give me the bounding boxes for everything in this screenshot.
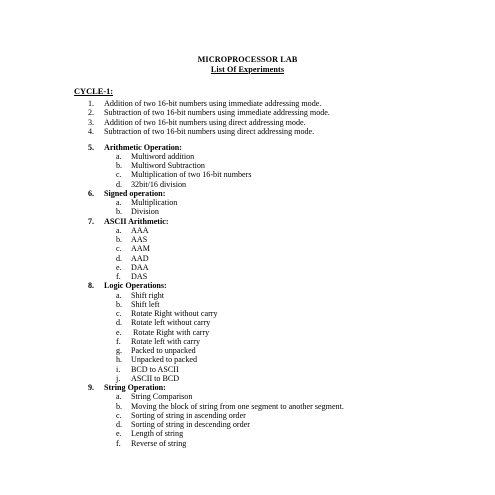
sub-item-text: DAS (131, 272, 148, 281)
document-subtitle: List Of Experiments (210, 64, 285, 74)
sub-item-text: AAM (131, 244, 150, 254)
sub-item-text: AAA (131, 225, 149, 235)
sub-item-label: f. (116, 272, 121, 281)
sub-item-label: b. (116, 299, 123, 309)
item-text: Addition of two 16-bit numbers using direct addressing mode. (104, 117, 306, 127)
sub-item-text: String Comparison (131, 392, 193, 402)
section-number: 7. (88, 216, 95, 226)
sub-item-text: Sorting of string in descending order (131, 420, 250, 429)
sub-item-text: DAA (131, 262, 149, 272)
sub-item-text: Rotate left without carry (131, 318, 211, 328)
section-title: ASCII Arithmetic: (104, 216, 169, 226)
section-title: Logic Operations: (104, 281, 167, 291)
sub-item-label: b. (116, 235, 123, 244)
sub-item-label: d. (116, 179, 123, 189)
sub-item-label: c. (116, 170, 122, 180)
section-title: Signed operation: (104, 188, 166, 198)
sub-item-label: a. (116, 198, 122, 207)
sub-item-label: c. (116, 244, 122, 254)
item-text: Addition of two 16-bit numbers using immediate addressing mode. (104, 99, 322, 108)
sub-item-label: f. (116, 438, 121, 448)
sub-item-text: Unpacked to packed (131, 355, 198, 365)
sub-item-label: a. (116, 290, 122, 300)
sub-item-label: g. (116, 346, 123, 355)
sub-item-text: Rotate Right without carry (131, 309, 218, 318)
section-title: Arithmetic Operation: (104, 142, 182, 152)
item-number: 3. (88, 117, 95, 127)
item-text: Subtraction of two 16-bit numbers using direct addressing mode. (104, 126, 315, 136)
sub-item-label: e. (116, 327, 122, 337)
sub-item-label: c. (116, 410, 122, 420)
sub-item-text: AAD (131, 253, 149, 263)
sub-item-text: Multiplication (131, 198, 178, 207)
sub-item-label: d. (116, 420, 123, 429)
sub-item-text: ASCII to BCD (131, 373, 180, 383)
sub-item-text: Multiword addition (131, 151, 195, 161)
sub-item-label: j. (116, 373, 121, 383)
sub-item-text: AAS (131, 235, 148, 244)
sub-item-text: Moving the block of string from one segment to another segment. (131, 401, 344, 411)
item-number: 2. (88, 108, 95, 118)
sub-item-text: Length of string (131, 429, 184, 439)
sub-item-label: i. (116, 364, 121, 374)
sub-item-label: b. (116, 161, 123, 170)
section-number: 6. (88, 188, 95, 198)
sub-item-label: f. (116, 336, 121, 346)
sub-item-text: Multiword Subtraction (131, 161, 205, 170)
sub-item-text: Reverse of string (131, 438, 187, 448)
section-number: 5. (88, 142, 95, 152)
item-number: 4. (88, 126, 95, 136)
item-number: 1. (88, 99, 95, 108)
sub-item-text: Shift left (131, 299, 160, 309)
sub-item-text: Division (131, 207, 159, 217)
section-number: 9. (88, 383, 95, 392)
sub-item-text: Sorting of string in ascending order (131, 410, 246, 420)
sub-item-label: c. (116, 309, 122, 318)
section-title: String Operation: (104, 383, 166, 392)
sub-item-text: Packed to unpacked (131, 346, 196, 355)
sub-item-label: b. (116, 207, 123, 217)
sub-item-text: Rotate left with carry (131, 336, 200, 346)
section-number: 8. (88, 281, 95, 291)
sub-item-label: a. (116, 151, 122, 161)
item-text: Subtraction of two 16-bit numbers using immediate addressing mode. (104, 108, 330, 118)
document-title: MICROPROCESSOR LAB (197, 55, 298, 64)
sub-item-label: e. (116, 262, 122, 272)
sub-item-label: b. (116, 401, 123, 411)
sub-item-label: e. (116, 429, 122, 439)
sub-item-label: a. (116, 225, 122, 235)
sub-item-label: a. (116, 392, 122, 402)
sub-item-text: Shift right (131, 290, 165, 300)
sub-item-text: 32bit/16 division (131, 179, 187, 189)
sub-item-text: BCD to ASCII (131, 364, 179, 374)
sub-item-label: d. (116, 253, 123, 263)
sub-item-text: Multiplication of two 16-bit numbers (131, 170, 252, 180)
sub-item-label: h. (116, 355, 123, 365)
cycle-heading: CYCLE-1: (74, 87, 114, 96)
sub-item-text: Rotate Right with carry (131, 327, 210, 337)
sub-item-label: d. (116, 318, 123, 328)
